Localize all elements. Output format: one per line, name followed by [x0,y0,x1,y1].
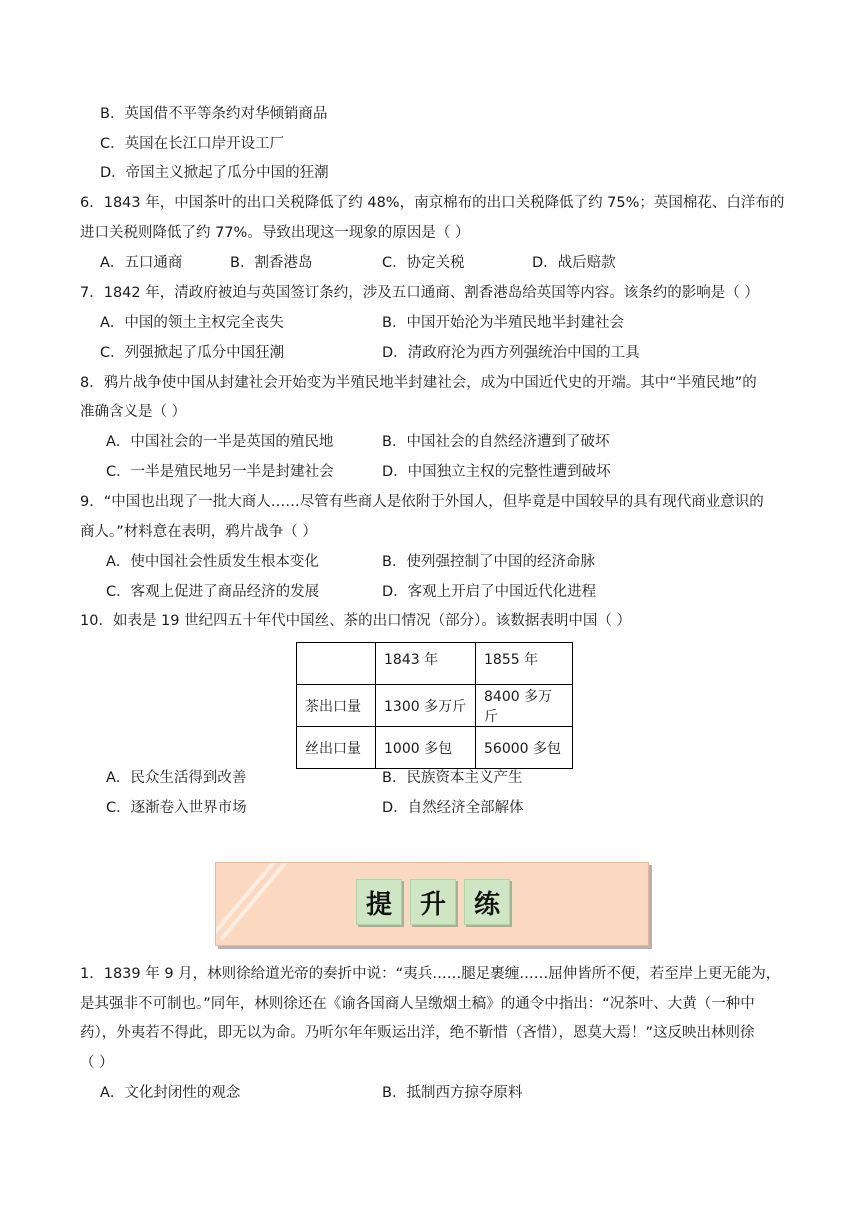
s2q1-option-a[interactable]: A．文化封闭性的观念 [100,1085,241,1101]
q8-option-c[interactable]: C．一半是殖民地另一半是封建社会 [106,464,334,480]
q8-stem-line1: 8．鸦片战争使中国从封建社会开始变为半殖民地半封建社会，成为中国近代史的开端。其中“半殖民地”的 [80,375,757,391]
table-header-cell [297,643,376,685]
table-header-cell: 1855 年 [476,643,573,685]
q9-option-c[interactable]: C．客观上促进了商品经济的发展 [106,584,320,600]
table-cell: 茶出口量 [297,685,376,727]
q5-option-b[interactable]: B．英国借不平等条约对华倾销商品 [100,106,328,122]
s2q1-stem-line2: 是其强非不可制也。”同年，林则徐还在《谕各国商人呈缴烟土稿》的通令中指出：“况茶叶、大黄（一种中 [80,996,755,1012]
q7-option-a[interactable]: A．中国的领土主权完全丧失 [100,315,284,331]
export-data-table [296,642,573,769]
banner-char: 提 [356,879,402,925]
q10-option-b[interactable]: B．民族资本主义产生 [382,770,523,786]
table-header-row [297,643,573,685]
q8-stem-line2: 准确含义是（ ） [80,404,187,420]
q6-stem-line1: 6．1843 年，中国茶叶的出口关税降低了约 48%，南京棉布的出口关税降低了约 75%；英国棉花、白洋布的 [80,195,785,211]
s2q1-stem-line4: （ ） [80,1055,114,1071]
q5-option-c[interactable]: C．英国在长江口岸开设工厂 [100,136,285,152]
q7-option-c[interactable]: C．列强掀起了瓜分中国狂潮 [100,345,285,361]
q9-stem-line2: 商人。”材料意在表明，鸦片战争（ ） [80,524,317,540]
q10-stem-line1: 10．如表是 19 世纪四五十年代中国丝、茶的出口情况（部分）。该数据表明中国（ ） [80,613,631,629]
q6-stem-line2: 进口关税则降低了约 77%。导致出现这一现象的原因是（ ） [80,225,470,241]
q9-stem-line1: 9．“中国也出现了一批大商人……尽管有些商人是依附于外国人，但毕竟是中国较早的具有现代商业意识的 [80,494,764,510]
banner-title [356,879,510,925]
q9-option-d[interactable]: D．客观上开启了中国近代化进程 [382,584,597,600]
q8-option-d[interactable]: D．中国独立主权的完整性遭到破坏 [382,464,611,480]
q6-option-c[interactable]: C．协定关税 [382,255,465,271]
banner-char: 升 [410,879,456,925]
q7-option-b[interactable]: B．中国开始沦为半殖民地半封建社会 [382,315,624,331]
table-row [297,685,573,727]
table-cell: 丝出口量 [297,727,376,769]
table-header-cell: 1843 年 [376,643,476,685]
table-cell: 8400 多万斤 [476,685,573,727]
s2q1-stem-line3: 药），外夷若不得此，即无以为命。乃听尔年年贩运出洋，绝不靳惜（吝惜），恩莫大焉！”这反映出林则徐 [80,1025,755,1041]
q9-option-b[interactable]: B．使列强控制了中国的经济命脉 [382,554,595,570]
q10-option-a[interactable]: A．民众生活得到改善 [106,770,247,786]
q9-option-a[interactable]: A．使中国社会性质发生根本变化 [106,554,319,570]
q6-option-d[interactable]: D．战后赔款 [532,255,616,271]
section-banner [215,862,649,946]
s2q1-option-b[interactable]: B．抵制西方掠夺原料 [382,1085,523,1101]
q8-option-a[interactable]: A．中国社会的一半是英国的殖民地 [106,434,334,450]
banner-char: 练 [464,879,510,925]
q7-option-d[interactable]: D．清政府沦为西方列强统治中国的工具 [382,345,640,361]
table-cell: 56000 多包 [476,727,573,769]
q6-option-a[interactable]: A．五口通商 [100,255,183,271]
q6-option-b[interactable]: B．割香港岛 [230,255,313,271]
s2q1-stem-line1: 1．1839 年 9 月，林则徐给道光帝的奏折中说：“夷兵……腿足裹缠……屈伸皆所不便，若至岸上更无能为， [80,966,781,982]
q10-option-d[interactable]: D．自然经济全部解体 [382,800,524,816]
table-cell: 1300 多万斤 [376,685,476,727]
q10-option-c[interactable]: C．逐渐卷入世界市场 [106,800,247,816]
table-row [297,727,573,769]
q5-option-d[interactable]: D．帝国主义掀起了瓜分中国的狂潮 [100,165,329,181]
q8-option-b[interactable]: B．中国社会的自然经济遭到了破坏 [382,434,610,450]
q7-stem-line1: 7．1842 年，清政府被迫与英国签订条约，涉及五口通商、割香港岛给英国等内容。该条约的影响是（ ） [80,285,759,301]
table-cell: 1000 多包 [376,727,476,769]
